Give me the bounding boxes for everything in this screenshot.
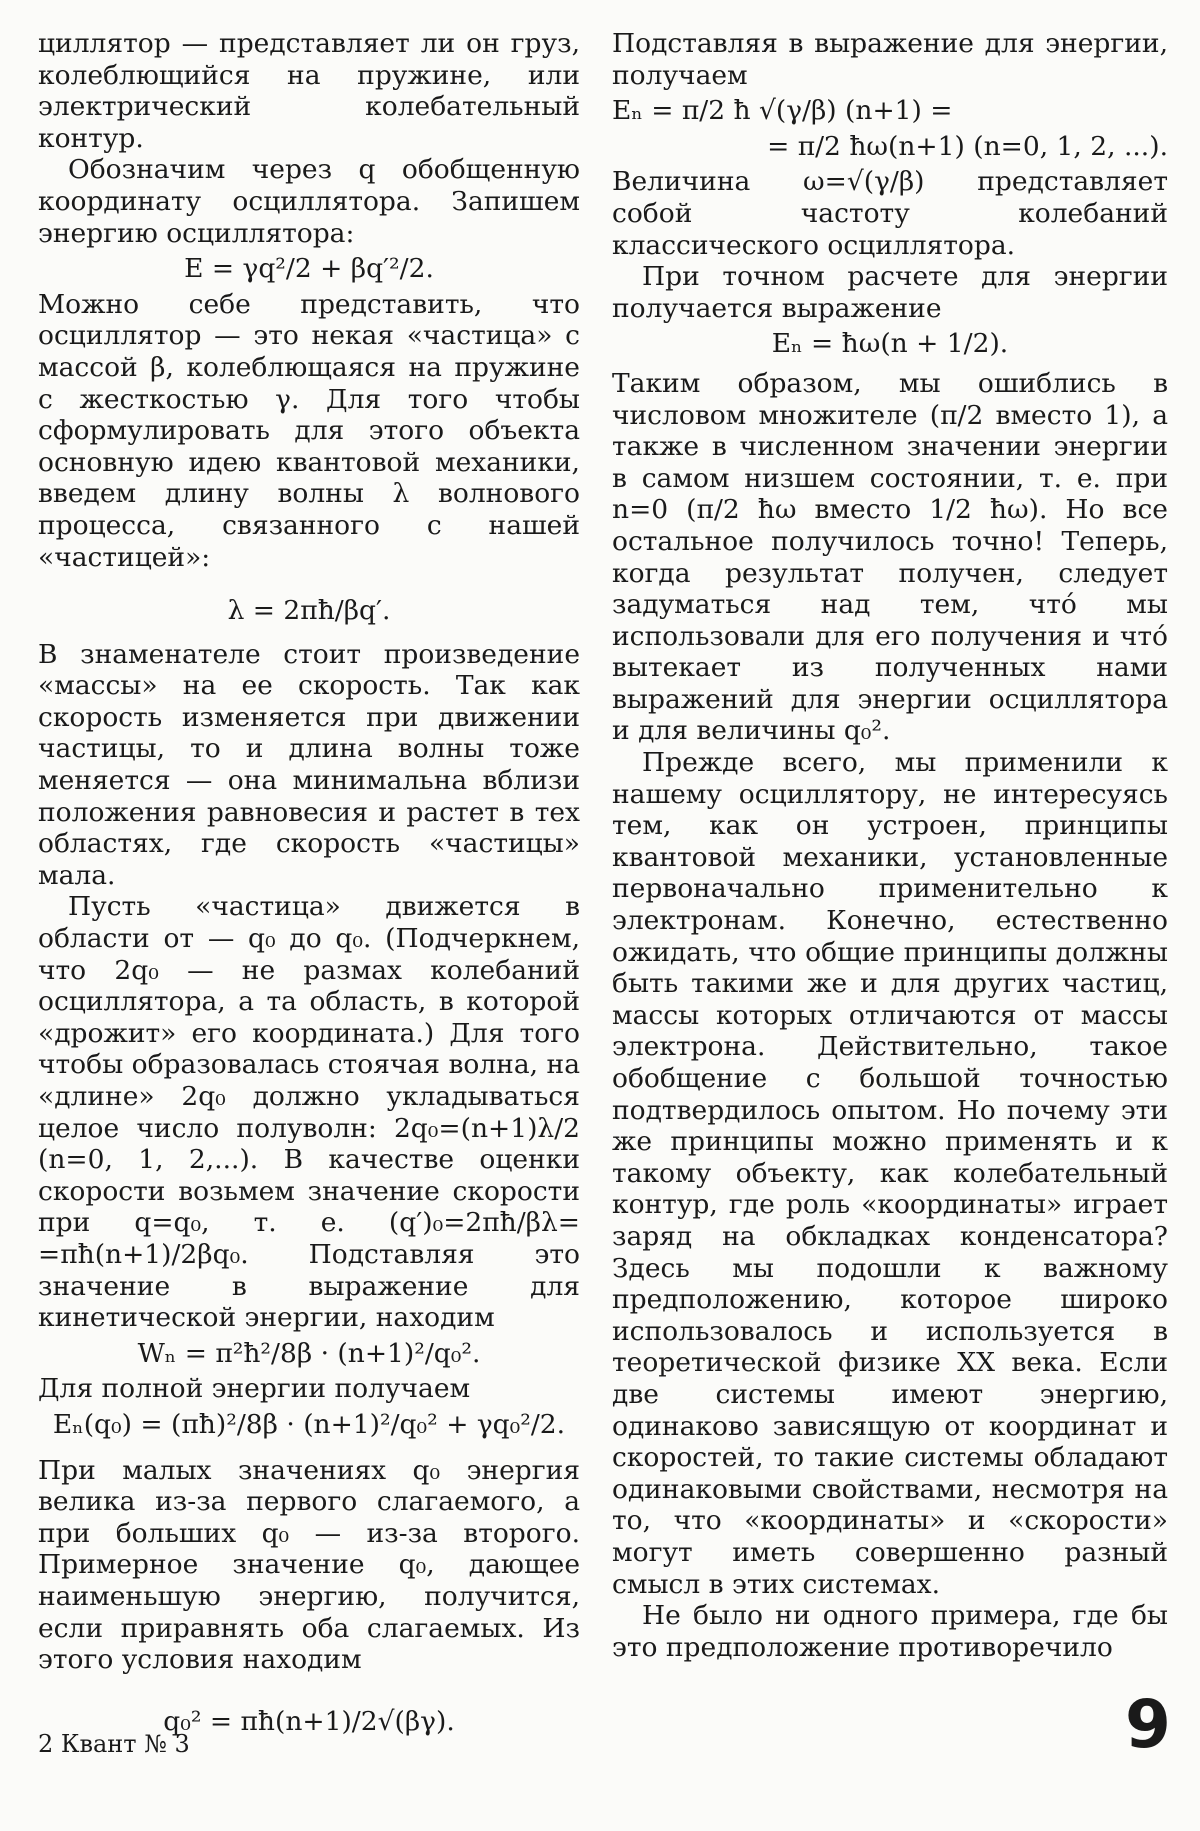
equation-energy-levels-a: Eₙ = π/2 ħ √(γ/β) (n+1) = xyxy=(612,95,953,127)
footer-issue-label: 2 Квант № 3 xyxy=(38,1730,190,1758)
paragraph: Можно себе представить, что осциллятор — это некая «частица» с массой β, колеблющаяся на пружине с жесткостью γ. Для того чтобы сформулировать для этого объекта основную идею квантовой механики, введем длину волны λ волнового процесса, связанного с нашей «частицей»: xyxy=(38,288,580,573)
paragraph: Прежде всего, мы применили к нашему осциллятору, не интересуясь тем, как он устроен, принципы квантовой механики, установленные первоначально применительно к электронам. Конечно, естественно ожидать, что общие принципы должны быть такими же и для других частиц, массы которых отличаются от массы электрона. Действительно, такое обобщение с большой точностью подтвердилось опытом. Но почему эти же принципы можно применять и к такому объекту, как колебательный контур, где роль «координаты» играет заряд на обкладках конденсатора? Здесь мы подошли к важному предположению, которое широко использовалось и используется в теоретической физике XX века. Если две системы имеют энергию, одинаково зависящую от координат и скоростей, то такие системы обладают одинаковыми свойствами, несмотря на то, что «координаты» и «скорости» могут иметь совершенно разный смысл в этих системах. xyxy=(612,747,1168,1600)
equation-total-energy: Eₙ(q₀) = (πħ)²/8β · (n+1)²/q₀² + γq₀²/2. xyxy=(52,1408,566,1440)
equation-oscillator-energy: E = γq²/2 + βq′²/2. xyxy=(184,253,434,285)
paragraph: При малых значениях q₀ энергия велика из-за первого слагаемого, а при больших q₀ — из-за второго. Примерное значение q₀, дающее наименьшую энергию, получится, если приравнять оба слагаемых. Из этого условия находим xyxy=(38,1454,580,1676)
paragraph: Обозначим через q обобщенную координату осциллятора. Запишем энергию осциллятора: xyxy=(38,154,580,249)
equation-kinetic-energy: Wₙ = π²ħ²/8β · (n+1)²/q₀². xyxy=(137,1337,481,1369)
paragraph: Не было ни одного примера, где бы это предположение противоречило xyxy=(612,1600,1168,1663)
page-number: 9 xyxy=(1125,1686,1171,1763)
paragraph: В знаменателе стоит произведение «массы» на ее скорость. Так как скорость изменяется при движении частицы, то и длина волны тоже меняется — она минимальна вблизи положения равновесия и растет в тех областях, где скорость «частицы» мала. xyxy=(38,638,580,891)
paragraph: Для полной энергии получаем xyxy=(38,1373,471,1405)
paragraph: Таким образом, мы ошиблись в числовом множителе (π/2 вместо 1), а также в численном значении энергии в самом низшем состоянии, т. е. при n=0 (π/2 ħω вместо 1/2 ħω). Но все остальное получилось точно! Теперь, когда результат получен, следует задуматься над тем, что́ мы использовали для его получения и что́ вытекает из полученных нами выражений для энергии осциллятора и для величины q₀². xyxy=(612,367,1168,747)
right-column xyxy=(612,28,1168,1663)
equation-exact-energy: Eₙ = ħω(n + 1/2). xyxy=(771,328,1009,360)
paragraph: циллятор — представляет ли он груз, колеблющийся на пружине, или электрический колебательный контур. xyxy=(38,28,580,154)
left-column xyxy=(38,28,580,1749)
paragraph: Подставляя в выражение для энергии, получаем xyxy=(612,28,1168,91)
equation-wavelength: λ = 2πħ/βq′. xyxy=(227,595,391,627)
equation-q0-squared: q₀² = πħ(n+1)/2√(βγ). xyxy=(163,1705,455,1737)
equation-energy-levels-b: = π/2 ħω(n+1) (n=0, 1, 2, ...). xyxy=(767,130,1168,162)
paragraph: Пусть «частица» движется в области от — q₀ до q₀. (Подчеркнем, что 2q₀ — не размах колебаний осциллятора, а та область, в которой «дрожит» его координата.) Для того чтобы образовалась стоячая волна, на «длине» 2q₀ должно укладываться целое число полуволн: 2q₀=(n+1)λ/2 (n=0, 1, 2,...). В качестве оценки скорости возьмем значение скорости при q=q₀, т. е. (q′)₀=2πħ/βλ= =πħ(n+1)/2βq₀. Подставляя это значение в выражение для кинетической энергии, находим xyxy=(38,891,580,1334)
paragraph: При точном расчете для энергии получается выражение xyxy=(612,261,1168,324)
paragraph: Величина ω=√(γ/β) представляет собой частоту колебаний классического осциллятора. xyxy=(612,166,1168,261)
